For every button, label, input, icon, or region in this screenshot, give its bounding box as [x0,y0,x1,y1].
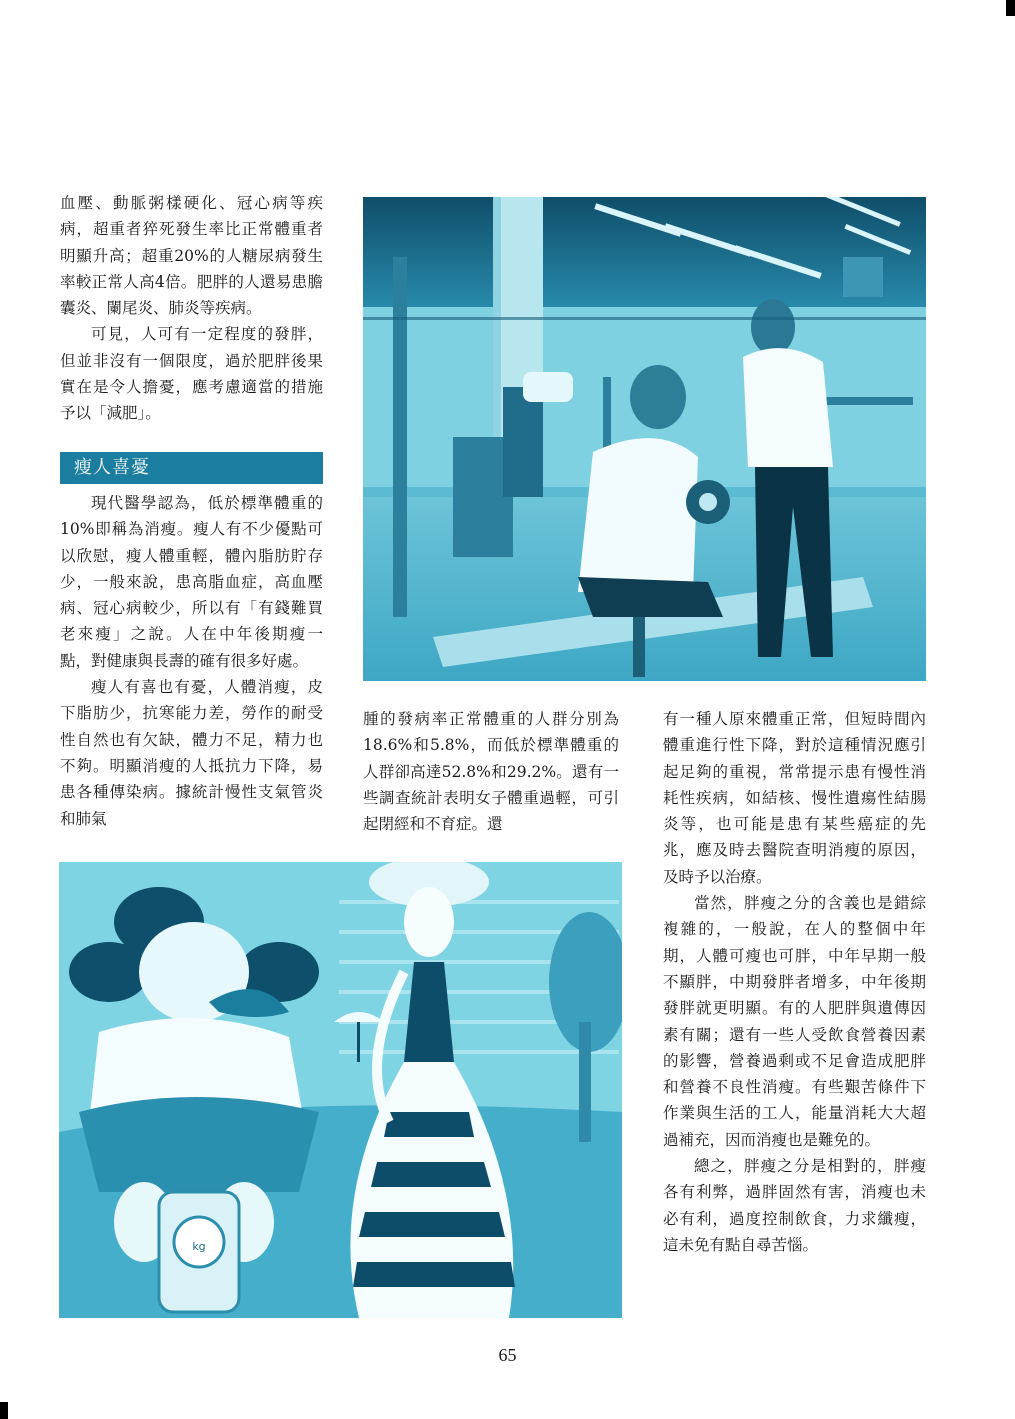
paragraph: 當然，胖瘦之分的含義也是錯綜複雜的，一般說，在人的整個中年期，人體可瘦也可胖，中年早期一般不顯胖，中期發胖者增多，中年後期發胖就更明顯。有的人肥胖與遺傳因素有關；還有一些人受飲食營養因素的影響，營養過剩或不足會造成肥胖和營養不良性消瘦。有些艱苦條件下作業與生活的工人，能量消耗大大超過補充，因而消瘦也是難免的。 [663,894,926,1149]
crop-mark-top-right [1006,0,1015,16]
paragraph: 現代醫學認為，低於標準體重的10%即稱為消瘦。瘦人有不少優點可以欣慰，瘦人體重輕，體內脂肪貯存少，一般來說，患高脂血症，高血壓病、冠心病較少，所以有「有錢難買老來瘦」之說。人在中年後期瘦一點，對健康與長壽的確有很多好處。 [60,494,323,670]
page-number: 65 [498,1345,517,1365]
section-heading: 瘦人喜憂 [60,452,323,484]
scale-dial-label: kg [192,1240,206,1253]
paragraph: 總之，胖瘦之分是相對的，胖瘦各有利弊，過胖固然有害，消瘦也未必有利，過度控制飲食，力求纖瘦，這未免有點自尋苦惱。 [663,1157,926,1254]
gym-training-photo [363,197,926,681]
right-column [663,706,926,1258]
paragraph: 可見，人可有一定程度的發胖，但並非沒有一個限度，過於肥胖後果實在是令人擔憂，應考慮適當的措施予以「減肥」。 [60,325,323,423]
crop-mark-bottom-left [0,1402,8,1419]
paragraph: 瘦人有喜也有憂，人體消瘦，皮下脂肪少，抗寒能力差，勞作的耐受性自然也有欠缺，體力不足，精力也不夠。明顯消瘦的人抵抗力下降，易患各種傳染病。據統計慢性支氣管炎和肺氣 [60,678,323,828]
left-column-top [60,190,323,427]
left-column-section [60,490,323,832]
paragraph: 血壓、動脈粥樣硬化、冠心病等疾病，超重者猝死發生率比正常體重者明顯升高；超重20%的人糖尿病發生率較正常人高4倍。肥胖的人還易患膽囊炎、闌尾炎、肺炎等疾病。 [60,194,323,318]
fat-and-thin-women-cartoon [59,862,622,1318]
middle-column [363,706,619,837]
paragraph: 腫的發病率正常體重的人群分別為18.6%和5.8%，而低於標準體重的人群卻高達52.8%和29.2%。還有一些調查統計表明女子體重過輕，可引起閉經和不育症。還 [363,710,619,834]
paragraph: 有一種人原來體重正常，但短時間內體重進行性下降，對於這種情況應引起足夠的重視，常常提示患有慢性消耗性疾病，如結核、慢性遺瘍性結腸炎等，也可能是患有某些癌症的先兆，應及時去醫院查明消瘦的原因，及時予以治療。 [663,710,926,886]
